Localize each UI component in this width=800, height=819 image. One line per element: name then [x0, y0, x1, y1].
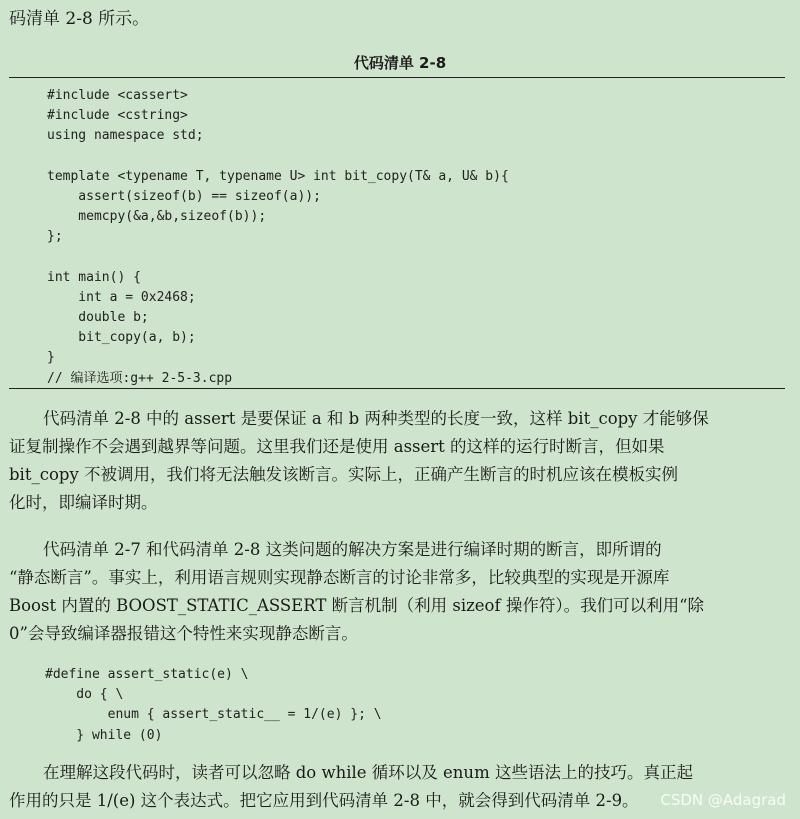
text-line: 代码清单 2-8 中的 assert 是要保证 a 和 b 两种类型的长度一致，这样 bit_copy 才能够保 — [43, 409, 709, 428]
paragraph-assert-explanation — [9, 405, 785, 517]
listing-bottom-rule — [9, 388, 785, 389]
code-line: template <typename T, typename U> int bit_copy(T& a, U& b){ — [47, 168, 509, 184]
paragraph-static-assert — [9, 536, 785, 648]
code-line: #define assert_static(e) \ — [45, 667, 249, 682]
code-line: }; — [47, 229, 63, 245]
code-line: #include <cstring> — [47, 108, 188, 124]
text-line: 0”会导致编译器报错这个特性来实现静态断言。 — [9, 624, 358, 643]
text-line: bit_copy 不被调用，我们将无法触发该断言。实际上，正确产生断言的时机应该在模板实例 — [9, 465, 679, 484]
text-line: 证复制操作不会遇到越界等问题。这里我们还是使用 assert 的这样的运行时断言，但如果 — [9, 437, 665, 456]
code-line: bit_copy(a, b); — [47, 330, 196, 346]
text-line: 在理解这段代码时，读者可以忽略 do while 循环以及 enum 这些语法上的技巧。真正起 — [43, 763, 693, 782]
code-listing-2-8 — [47, 86, 509, 389]
code-line: memcpy(&a,&b,sizeof(b)); — [47, 209, 267, 225]
code-line: } while (0) — [45, 727, 163, 743]
code-line — [47, 147, 509, 167]
text-line: “静态断言”。事实上，利用语言规则实现静态断言的讨论非常多，比较典型的实现是开源库 — [9, 568, 670, 587]
text-line: 代码清单 2-7 和代码清单 2-8 这类问题的解决方案是进行编译时期的断言，即所谓的 — [43, 540, 662, 559]
code-line: enum { assert_static__ = 1/(e) }; \ — [45, 707, 382, 723]
code-line — [47, 248, 509, 268]
csdn-watermark: CSDN @Adagrad — [660, 791, 786, 809]
code-line: int a = 0x2468; — [47, 289, 196, 305]
text-line: 化时，即编译时期。 — [9, 493, 158, 512]
code-line: double b; — [47, 310, 149, 326]
code-line: // 编译选项:g++ 2-5-3.cpp — [47, 370, 233, 386]
previous-paragraph-end: 码清单 2-8 所示。 — [9, 9, 150, 29]
code-line: do { \ — [45, 687, 124, 703]
text-line: 作用的只是 1/(e) 这个表达式。把它应用到代码清单 2-8 中，就会得到代码清单 2-9。 — [9, 791, 639, 810]
code-line: int main() { — [47, 269, 141, 285]
text-line: Boost 内置的 BOOST_STATIC_ASSERT 断言机制（利用 sizeof 操作符）。我们可以利用“除 — [9, 596, 705, 615]
code-macro-assert-static — [45, 665, 382, 746]
listing-title: 代码清单 2-8 — [353, 54, 447, 72]
code-line: using namespace std; — [47, 128, 204, 144]
listing-top-rule — [9, 77, 785, 78]
code-line: #include <cassert> — [47, 88, 188, 103]
code-line: } — [47, 350, 55, 366]
code-line: assert(sizeof(b) == sizeof(a)); — [47, 188, 321, 204]
